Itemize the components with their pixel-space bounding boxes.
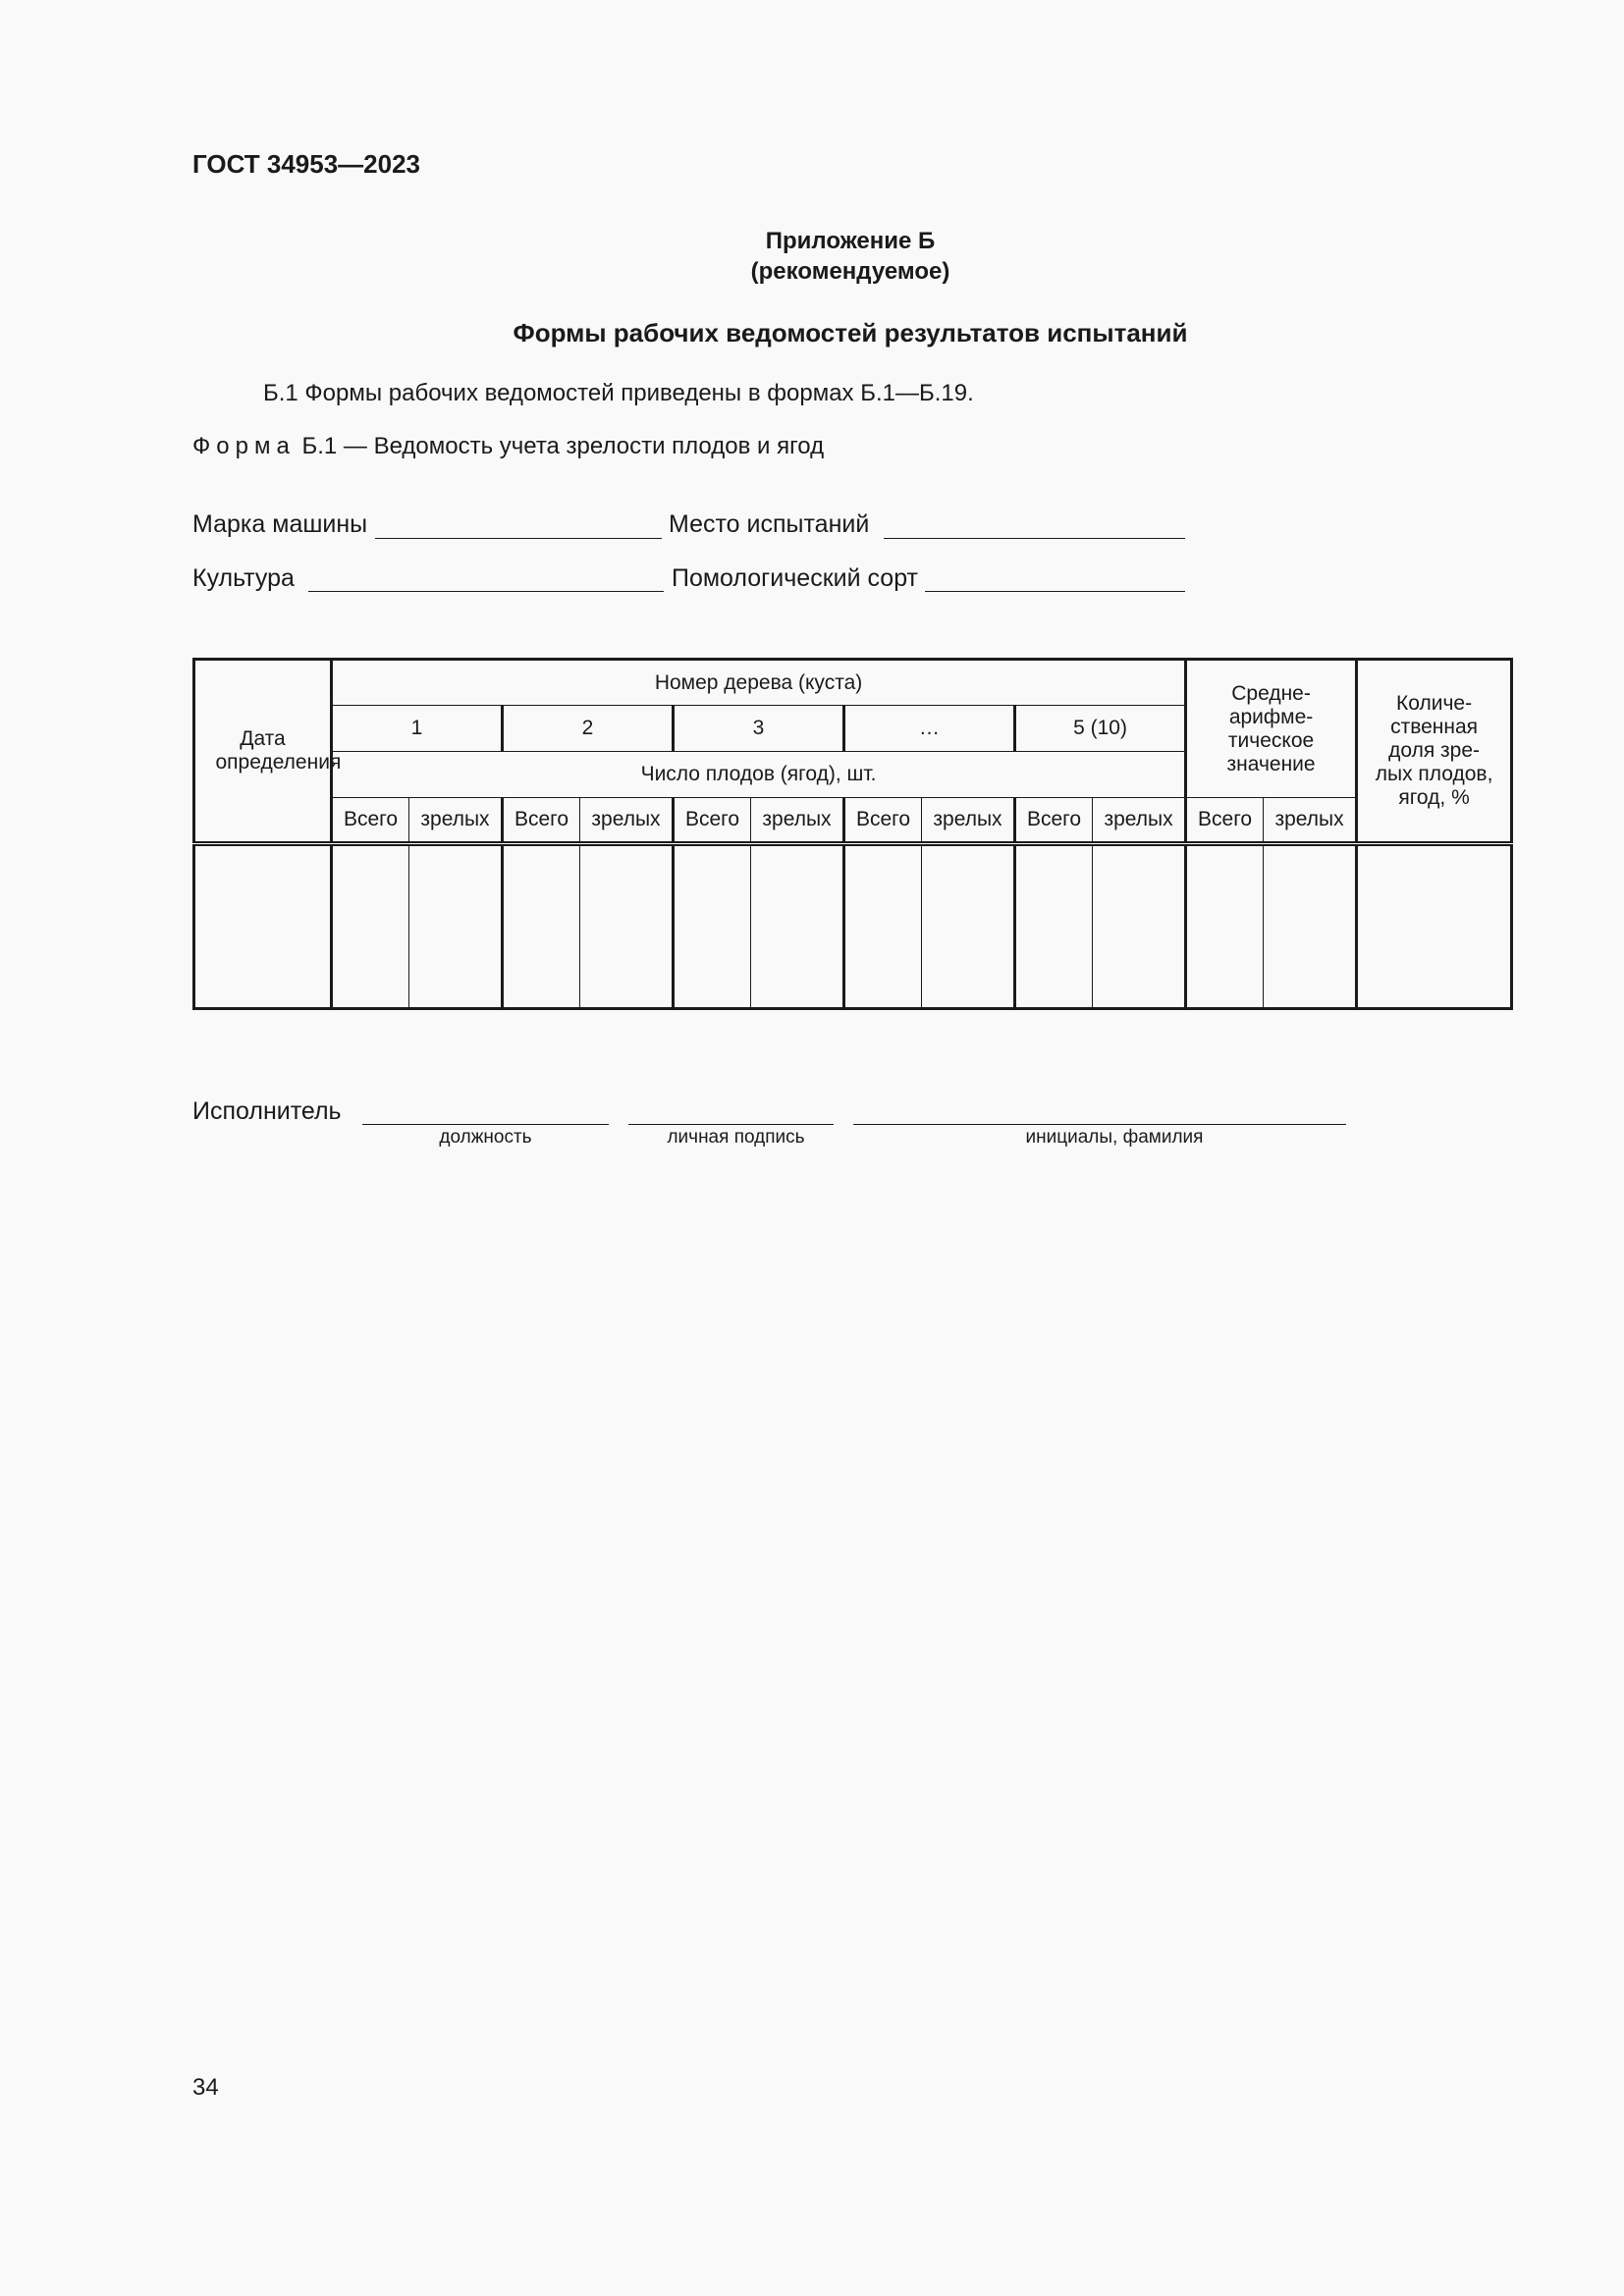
data-cell[interactable] [1264, 844, 1357, 1009]
data-cell[interactable] [1186, 844, 1264, 1009]
position-field[interactable] [362, 1124, 609, 1125]
sub-ripe-5: зрелых [1093, 798, 1186, 844]
date-header [194, 660, 342, 844]
machine-label: Марка машины [192, 510, 368, 538]
fruit-ripeness-table [192, 658, 1513, 1010]
data-cell[interactable] [409, 844, 503, 1009]
sub-total-3: Всего [674, 798, 751, 844]
data-cell-date[interactable] [194, 844, 332, 1009]
appendix-heading [491, 226, 1210, 287]
sub-ripe-mean: зрелых [1264, 798, 1357, 844]
appendix-title: Приложение Б [765, 228, 936, 254]
sub-total-mean: Всего [1186, 798, 1264, 844]
data-cell-share[interactable] [1357, 844, 1512, 1009]
culture-label: Культура [192, 564, 295, 592]
data-cell[interactable] [1015, 844, 1093, 1009]
data-cell[interactable] [674, 844, 751, 1009]
tree-number-3: 3 [674, 706, 844, 752]
sub-ripe-4: зрелых [922, 798, 1015, 844]
section-title: Формы рабочих ведомостей результатов испытаний [513, 318, 1188, 347]
date-header-text: Дата определения [215, 727, 342, 774]
data-cell[interactable] [751, 844, 844, 1009]
section-paragraph: Б.1 Формы рабочих ведомостей приведены в формах Б.1—Б.19. [263, 380, 974, 406]
data-cell[interactable] [332, 844, 409, 1009]
name-caption: инициалы, фамилия [1025, 1127, 1204, 1148]
performer-label: Исполнитель [192, 1097, 342, 1125]
sub-ripe-1: зрелых [409, 798, 503, 844]
share-header [1357, 660, 1512, 844]
place-field[interactable] [884, 538, 1185, 539]
table-data-row [194, 844, 1512, 1009]
position-caption: должность [439, 1127, 532, 1148]
sub-ripe-3: зрелых [751, 798, 844, 844]
tree-number-header: Номер дерева (куста) [332, 660, 1186, 706]
place-label: Место испытаний [669, 510, 870, 538]
form-caption [192, 433, 824, 460]
signature-caption: личная подпись [667, 1127, 805, 1148]
data-cell[interactable] [922, 844, 1015, 1009]
signature-field[interactable] [628, 1124, 834, 1125]
sub-total-5: Всего [1015, 798, 1093, 844]
sub-total-1: Всего [332, 798, 409, 844]
mean-header [1186, 660, 1357, 798]
data-cell[interactable] [844, 844, 922, 1009]
tree-number-1: 1 [332, 706, 503, 752]
variety-field[interactable] [925, 591, 1185, 592]
name-field[interactable] [853, 1124, 1346, 1125]
machine-field[interactable] [375, 538, 662, 539]
form-caption-text: Б.1 — Ведомость учета зрелости плодов и ягод [301, 433, 825, 459]
culture-field[interactable] [308, 591, 664, 592]
sub-ripe-2: зрелых [580, 798, 674, 844]
data-cell[interactable] [1093, 844, 1186, 1009]
appendix-status: (рекомендуемое) [750, 258, 950, 285]
mean-header-text: Средне-арифме-тическое значение [1226, 681, 1316, 775]
fruit-count-header: Число плодов (ягод), шт. [332, 752, 1186, 798]
data-cell[interactable] [503, 844, 580, 1009]
share-header-text: Количе-ственная доля зре-лых плодов, ягод, % [1375, 692, 1493, 809]
tree-number-last: 5 (10) [1015, 706, 1186, 752]
tree-number-ellipsis: … [844, 706, 1015, 752]
standard-code: ГОСТ 34953—2023 [192, 149, 420, 179]
variety-label: Помологический сорт [672, 564, 919, 592]
tree-number-2: 2 [503, 706, 674, 752]
page-number: 34 [192, 2074, 219, 2101]
sub-total-4: Всего [844, 798, 922, 844]
sub-total-2: Всего [503, 798, 580, 844]
data-cell[interactable] [580, 844, 674, 1009]
form-caption-word: Форма [192, 433, 296, 459]
